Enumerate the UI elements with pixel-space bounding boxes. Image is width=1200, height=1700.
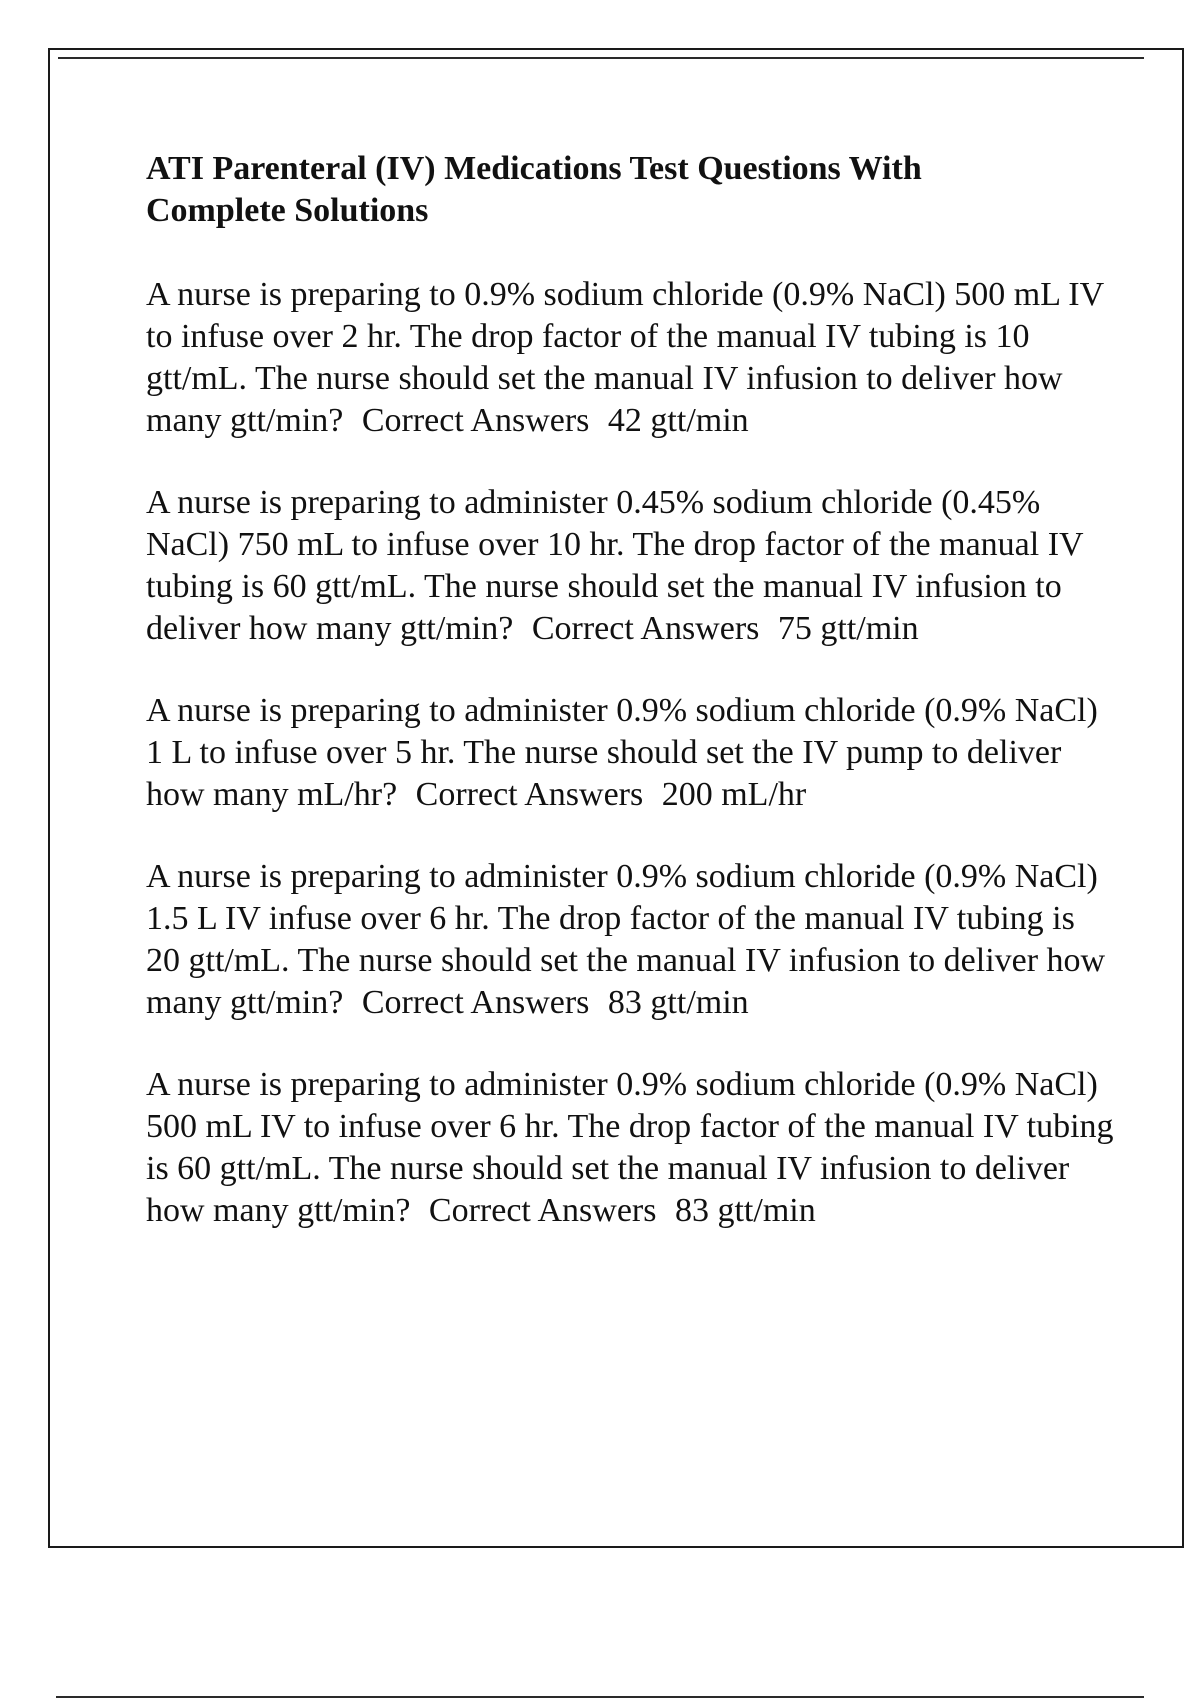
- top-rule: [58, 57, 1144, 59]
- qa-item: [146, 274, 1116, 442]
- qa-item: [146, 482, 1116, 650]
- answer-label: Correct Answers: [361, 402, 590, 439]
- question-text: A nurse is preparing to 0.9% sodium chloride (0.9% NaCl) 500 mL IV to infuse over 2 hr. The drop factor of the manual IV tubing is 10 gtt/mL. The nurse should set the manual IV infusion to deliver how many gtt/min?: [146, 276, 1104, 439]
- question-text: A nurse is preparing to administer 0.9% sodium chloride (0.9% NaCl) 1.5 L IV infuse over 6 hr. The drop factor of the manual IV tubing is 20 gtt/mL. The nurse should set the manual IV infusion to deliver how many gtt/min?: [146, 858, 1106, 1021]
- answer-label: Correct Answers: [361, 984, 590, 1021]
- page-frame: [48, 48, 1184, 1548]
- answer-value: 75 gtt/min: [777, 610, 919, 647]
- qa-item: [146, 856, 1116, 1024]
- answer-value: 42 gtt/min: [607, 402, 749, 439]
- answer-value: 83 gtt/min: [674, 1192, 816, 1229]
- question-text: A nurse is preparing to administer 0.45% sodium chloride (0.45% NaCl) 750 mL to infuse over 10 hr. The drop factor of the manual IV tubing is 60 gtt/mL. The nurse should set the manual IV infusion to deliver how many gtt/min?: [146, 484, 1083, 647]
- answer-label: Correct Answers: [428, 1192, 657, 1229]
- answer-label: Correct Answers: [531, 610, 760, 647]
- qa-item: [146, 1064, 1116, 1232]
- answer-value: 83 gtt/min: [607, 984, 749, 1021]
- qa-item: [146, 690, 1116, 816]
- question-text: A nurse is preparing to administer 0.9% sodium chloride (0.9% NaCl) 500 mL IV to infuse over 6 hr. The drop factor of the manual IV tubing is 60 gtt/mL. The nurse should set the manual IV infusion to deliver how many gtt/min?: [146, 1066, 1114, 1229]
- document-title: ATI Parenteral (IV) Medications Test Questions With Complete Solutions: [146, 150, 922, 229]
- answer-label: Correct Answers: [415, 776, 644, 813]
- qa-list: [146, 274, 1126, 1232]
- document-content: [146, 148, 1126, 1272]
- bottom-rule: [56, 1696, 1144, 1698]
- question-text: A nurse is preparing to administer 0.9% sodium chloride (0.9% NaCl) 1 L to infuse over 5 hr. The nurse should set the IV pump to deliver how many mL/hr?: [146, 692, 1098, 813]
- answer-value: 200 mL/hr: [661, 776, 807, 813]
